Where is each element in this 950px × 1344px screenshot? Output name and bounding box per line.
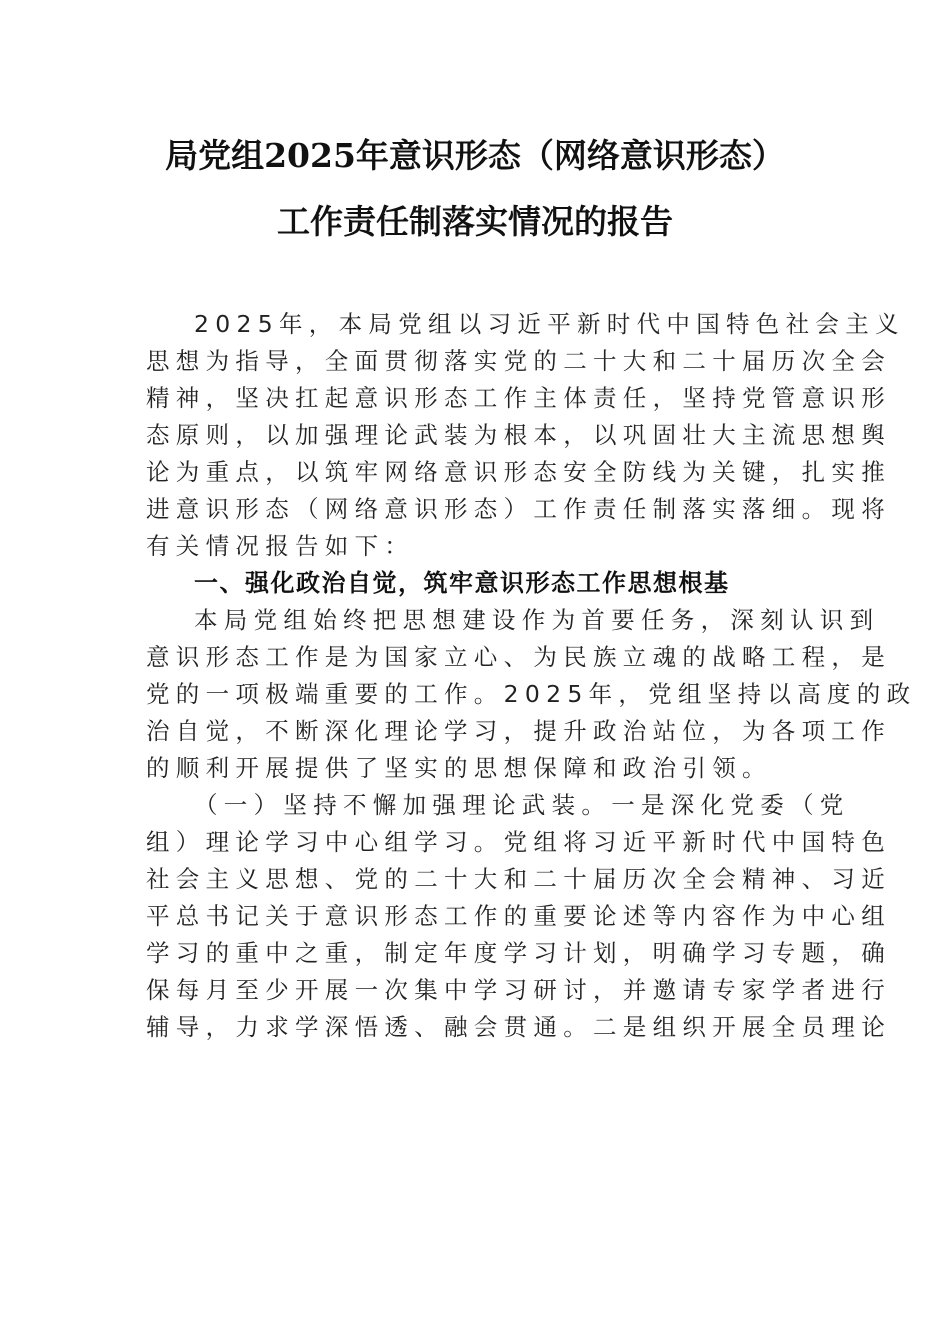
paragraph-line: （一）坚持不懈加强理论武装。一是深化党委（党 bbox=[194, 791, 850, 819]
paragraph-line: 有关情况报告如下： bbox=[146, 532, 415, 560]
paragraph-line: 治自觉，不断深化理论学习，提升政治站位，为各项工作 bbox=[146, 717, 891, 745]
paragraph-line: 论为重点，以筑牢网络意识形态安全防线为关键，扎实推 bbox=[146, 458, 891, 486]
paragraph-line: 平总书记关于意识形态工作的重要论述等内容作为中心组 bbox=[146, 902, 891, 930]
document-body bbox=[146, 306, 917, 1046]
paragraph-line: 组）理论学习中心组学习。党组将习近平新时代中国特色 bbox=[146, 828, 891, 856]
paragraph-line: 态原则，以加强理论武装为根本，以巩固壮大主流思想舆 bbox=[146, 421, 891, 449]
paragraph-line: 本局党组始终把思想建设作为首要任务，深刻认识到 bbox=[194, 606, 880, 634]
document-title-line-1: 局党组2025年意识形态（网络意识形态） bbox=[165, 136, 785, 175]
paragraph-line: 精神，坚决扛起意识形态工作主体责任，坚持党管意识形 bbox=[146, 384, 891, 412]
paragraph-line: 意识形态工作是为国家立心、为民族立魂的战略工程，是 bbox=[146, 643, 891, 671]
section-heading-1: 一、强化政治自觉，筑牢意识形态工作思想根基 bbox=[194, 569, 730, 597]
paragraph-line: 思想为指导，全面贯彻落实党的二十大和二十届历次全会 bbox=[146, 347, 891, 375]
paragraph-line: 社会主义思想、党的二十大和二十届历次全会精神、习近 bbox=[146, 865, 891, 893]
paragraph-line: 辅导，力求学深悟透、融会贯通。二是组织开展全员理论 bbox=[146, 1013, 891, 1041]
paragraph-line: 党的一项极端重要的工作。2025年，党组坚持以高度的政 bbox=[146, 680, 917, 708]
paragraph-line: 2025年，本局党组以习近平新时代中国特色社会主义 bbox=[194, 310, 905, 338]
paragraph-intro bbox=[146, 306, 905, 565]
paragraph-line: 保每月至少开展一次集中学习研讨，并邀请专家学者进行 bbox=[146, 976, 891, 1004]
paragraph-line: 学习的重中之重，制定年度学习计划，明确学习专题，确 bbox=[146, 939, 891, 967]
paragraph-line: 的顺利开展提供了坚实的思想保障和政治引领。 bbox=[146, 754, 772, 782]
document-title-line-2: 工作责任制落实情况的报告 bbox=[277, 202, 673, 241]
paragraph-subsection-1 bbox=[146, 787, 891, 1046]
paragraph-line: 进意识形态（网络意识形态）工作责任制落实落细。现将 bbox=[146, 495, 891, 523]
paragraph-section-1-intro bbox=[146, 602, 917, 787]
